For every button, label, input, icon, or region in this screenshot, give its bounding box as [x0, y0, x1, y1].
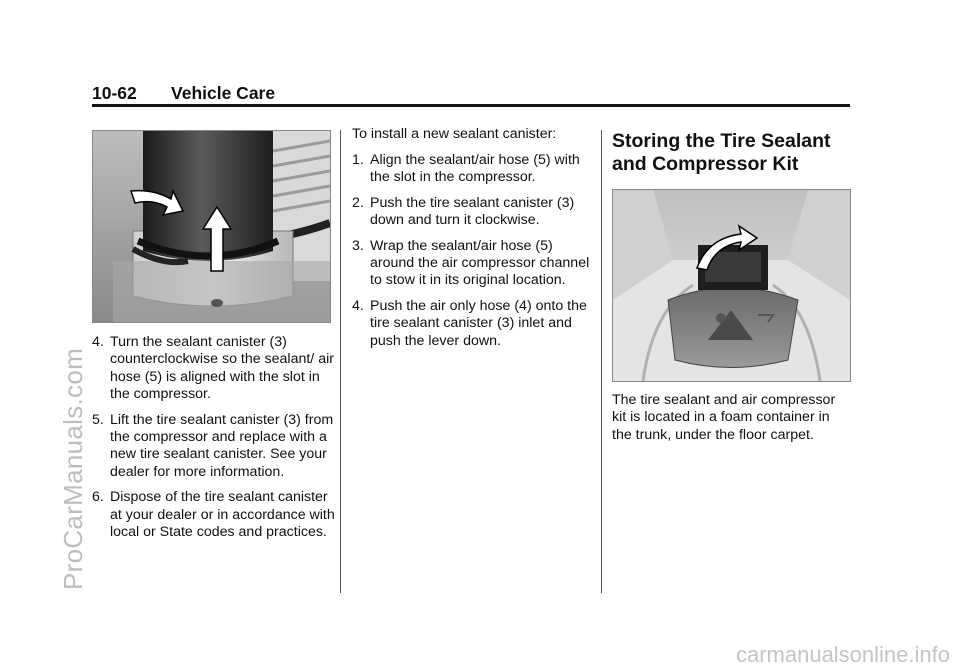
list-item	[352, 195, 592, 230]
list-item	[92, 412, 337, 482]
list-item	[92, 334, 337, 404]
storage-description: The tire sealant and air compressor kit is located in a foam container in the trunk, under the floor carpet.	[612, 392, 836, 443]
page-number: 10-62	[92, 83, 137, 103]
install-intro: To install a new sealant canister:	[352, 126, 557, 142]
step-number: 4.	[352, 297, 364, 314]
header-rule	[92, 104, 850, 107]
step-number: 3.	[352, 237, 364, 254]
side-watermark: ProCarManuals.com	[58, 347, 88, 590]
step-number: 5.	[92, 411, 104, 428]
step-text: Turn the sealant canister (3) counterclockwise so the sealant/ air hose (5) is aligned with the slot in the compressor.	[110, 334, 334, 403]
step-number: 4.	[92, 334, 104, 350]
list-item	[92, 489, 337, 541]
step-text: Dispose of the tire sealant canister at your dealer or in accordance with local or State codes and practices.	[110, 489, 335, 541]
step-text: Wrap the sealant/air hose (5) around the air compressor channel to stow it in its original location.	[370, 237, 590, 289]
foam-container-illustration	[612, 189, 851, 382]
install-step-list	[352, 152, 592, 358]
list-item	[352, 238, 592, 290]
step-text: Lift the tire sealant canister (3) from the compressor and replace with a new tire sealant canister. See your dealer for more information.	[110, 411, 334, 480]
step-text: Align the sealant/air hose (5) with the slot in the compressor.	[370, 152, 580, 186]
list-item	[352, 298, 592, 350]
step-text: Push the air only hose (4) onto the tire sealant canister (3) inlet and push the lever down.	[370, 297, 587, 349]
step-text: Push the tire sealant canister (3) down and turn it clockwise.	[370, 194, 575, 229]
canister-illustration	[92, 130, 331, 323]
section-heading: Storing the Tire Sealant and Compressor Kit	[612, 130, 831, 175]
column-divider-1	[340, 130, 341, 593]
step-number: 2.	[352, 194, 364, 211]
section-title: Vehicle Care	[171, 83, 276, 103]
step-number: 6.	[92, 489, 104, 506]
left-step-list	[92, 334, 337, 549]
bottom-watermark: carmanualsonline.info	[735, 642, 950, 667]
list-item	[352, 152, 592, 187]
column-divider-2	[601, 130, 602, 593]
step-number: 1.	[352, 152, 364, 168]
